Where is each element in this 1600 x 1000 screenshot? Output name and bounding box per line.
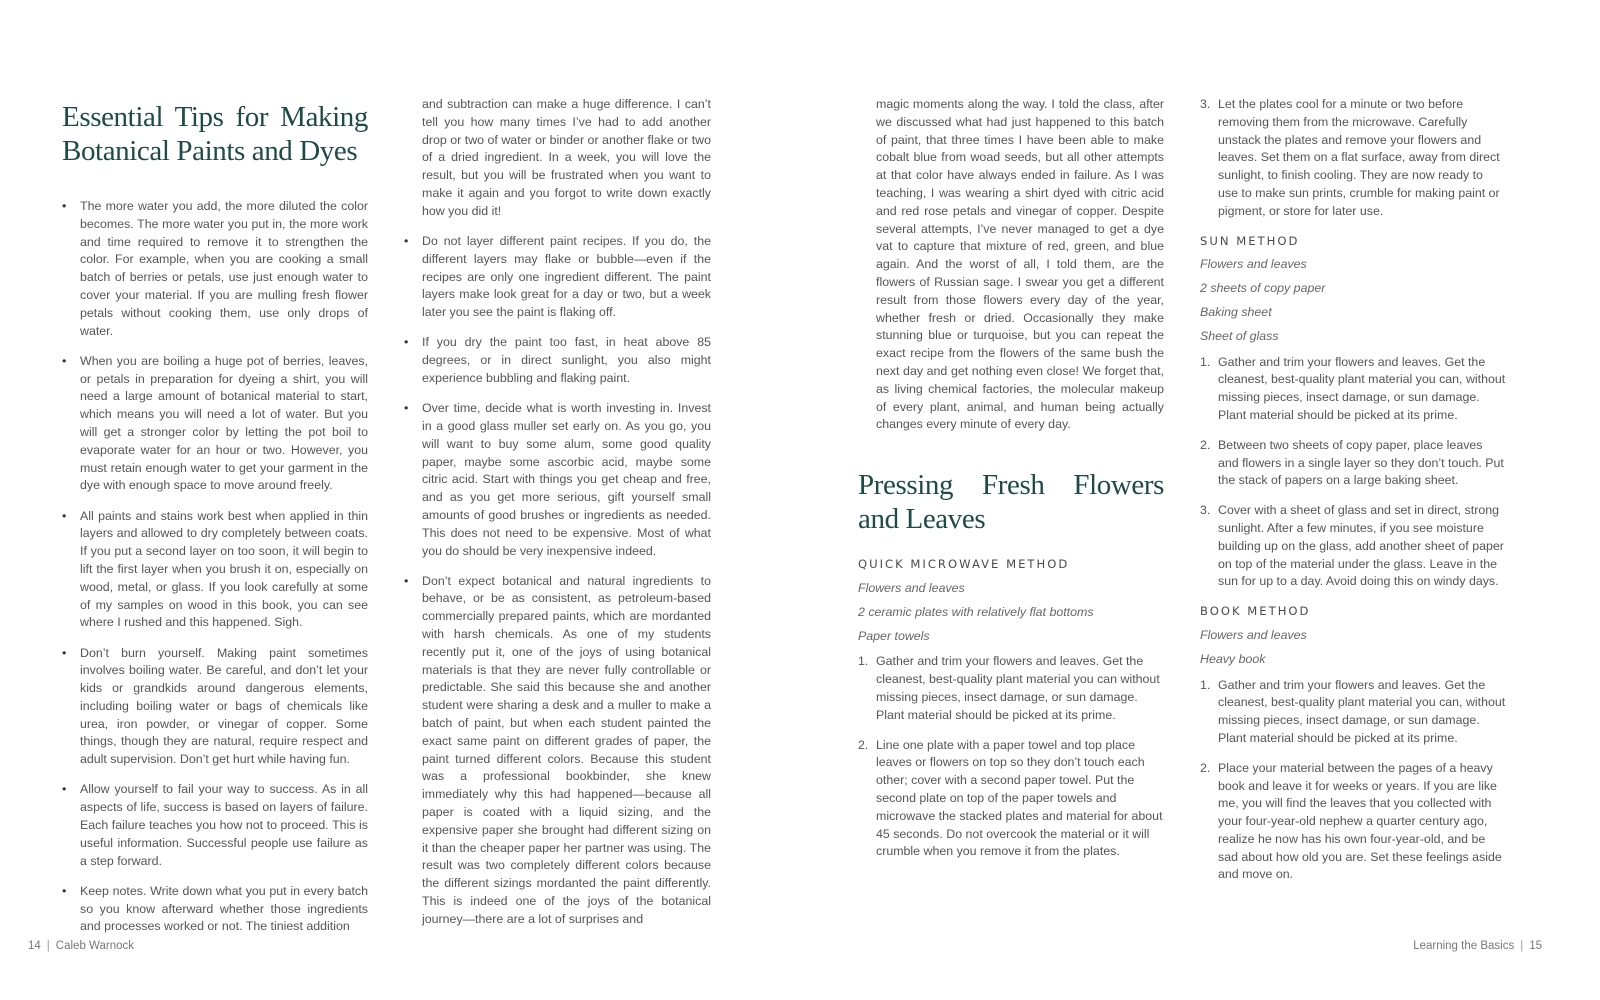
step-item: 3. Let the plates cool for a minute or two before removing them from the microwave. Carefully unstack the plates and remove your flowers and leaves. Set them on a flat surface, away from direct sunlight, to finish cooling. They are now ready to use to make sun prints, crumble for making paint or pigment, or store for later use. <box>1200 97 1500 218</box>
tip-item: • Keep notes. Write down what you put in every batch so you know afterward whether those ingredients and processes worked or not. The tiniest addition <box>62 883 368 934</box>
tip-item: • Don’t expect botanical and natural ingredients to behave, or be as consistent, as petroleum-based commercially prepared paints, which are mordanted with harsh chemicals. As one of my students recently put it, one of the joys of using botanical materials is that they are never fully controllable or predictable. She said this because she and another student were sharing a desk and a muller to make a batch of paint, but when each student painted the exact same paint on different grades of paper, the paint turned different colors. Because this student was a professional bookbinder, she knew immediately why this had happened—because all paper is coated with a liquid sizing, and the expensive paper she brought had different sizing on it than the cheaper paper her partner was using. The result was two completely different colors because the different sizings mordanted the paint differently. This is indeed one of the joys of the botanical journey—there are a lot of surprises and <box>404 573 711 926</box>
tip-continuation: magic moments along the way. I told the class, after we discussed what had just happened to this batch of paint, that three times I have been able to make cobalt blue from woad seeds, but all other attempts at that color have always ended in failure. As I was teaching, I was wearing a shirt dyed with citric acid and red rose petals and vinegar of copper. Despite several attempts, I’ve never managed to get a dye vat to capture that mixture of red, green, and blue again. And the worst of all, I told them, are the flowers of Russian sage. I swear you get a different result from those flowers every day of the year, whether fresh or dried. Occasionally they make stunning blue or turquoise, but you can repeat the exact recipe from the flowers of the same bush the next day and get nothing even close! We forget that, as living chemical factories, the molecular makeup of every plant, animal, and human being actually changes every minute of every day. <box>876 97 1164 432</box>
sun-method <box>1200 233 1506 592</box>
right-page-column-2 <box>1200 96 1506 896</box>
bullet-icon: • <box>404 335 409 350</box>
material-item: Heavy book <box>1200 651 1266 666</box>
step-number: 3. <box>1200 503 1211 518</box>
tips-list <box>62 198 368 936</box>
step-item: 1. Gather and trim your flowers and leaves. Get the cleanest, best-quality plant material you can without missing pieces, insect damage, or sun damage. Plant material should be picked at its prime. <box>858 654 1160 722</box>
book-method <box>1200 603 1506 884</box>
left-page-column-2 <box>404 96 711 941</box>
step-item: 3. Cover with a sheet of glass and set in direct, strong sunlight. After a few minutes, if you see moisture building up on the glass, add another sheet of paper on top of the material under the glass. Leave in the sun for up to a day. Avoid doing this on windy days. <box>1200 503 1504 589</box>
bullet-icon: • <box>404 233 409 248</box>
step-number: 3. <box>1200 97 1211 111</box>
footer-separator: | <box>46 940 50 952</box>
method-heading: QUICK MICROWAVE METHOD <box>858 557 1070 572</box>
method-heading: BOOK METHOD <box>1200 604 1311 619</box>
right-page <box>800 0 1600 1000</box>
left-page-column-1 <box>62 96 368 949</box>
method-heading: SUN METHOD <box>1200 233 1300 248</box>
material-item: Baking sheet <box>1200 304 1272 319</box>
bullet-icon: • <box>404 573 409 588</box>
microwave-method <box>858 556 1164 861</box>
page-number: 14 <box>28 940 41 952</box>
section-title-pressing-flowers: Pressing Fresh Flowers and Leaves <box>858 469 1164 536</box>
tip-item: • The more water you add, the more diluted the color becomes. The more water you put in, the more work and time required to remove it to strengthen the color. For example, when you are cooking a small batch of berries or petals, use just enough water to cover your material. If you are mulling fresh flower petals without cooking them, use only drops of water. <box>62 199 368 338</box>
material-item: Flowers and leaves <box>1200 257 1307 272</box>
tip-item: • Do not layer different paint recipes. If you do, the different layers may flake or bubble—even if the recipes are only one ingredient different. The paint layers make look great for a day or two, but a week later you see the paint is flaking off. <box>404 233 711 320</box>
tip-item: • When you are boiling a huge pot of berries, leaves, or petals in preparation for dyeing a shirt, you will need a large amount of botanical material to start, which means you will need a lot of water. But you will get a stronger color by letting the pot boil to evaporate water for an hour or two. However, you must retain enough water to get your garment in the dye with enough space to move around freely. <box>62 353 368 493</box>
bullet-icon: • <box>404 401 409 416</box>
bullet-icon: • <box>62 645 67 660</box>
tip-item: • If you dry the paint too fast, in heat above 85 degrees, or in direct sunlight, you also might experience bubbling and flaking paint. <box>404 335 711 385</box>
step-number: 1. <box>858 654 869 669</box>
bullet-icon: • <box>62 353 67 368</box>
bullet-icon: • <box>62 199 67 213</box>
steps-list <box>1200 354 1506 592</box>
left-page-footer <box>28 940 134 952</box>
bullet-icon: • <box>62 508 67 523</box>
material-item: 2 ceramic plates with relatively flat bottoms <box>858 604 1094 619</box>
steps-list-continued <box>1200 96 1506 221</box>
tip-item: • Allow yourself to fail your way to success. As in all aspects of life, success is based on layers of failure. Each failure teaches you how not to proceed. This is useful information. Successful people use failure as a step forward. <box>62 782 368 868</box>
step-number: 2. <box>1200 437 1211 452</box>
tip-item: • All paints and stains work best when applied in thin layers and allowed to dry completely between coats. If you put a second layer on too soon, it will begin to lift the first layer when you brush it on, especially on wood, metal, or glass. If you look carefully at some of my samples on wood in this book, you can see where I rushed and this happened. Sigh. <box>62 508 368 630</box>
page-number: 15 <box>1529 940 1542 952</box>
step-item: 2. Between two sheets of copy paper, place leaves and flowers in a single layer so they don’t touch. Put the stack of papers on a large baking sheet. <box>1200 437 1504 488</box>
right-page-column-1 <box>858 96 1164 873</box>
section-title-essential-tips: Essential Tips for Making Botanical Paints and Dyes <box>62 101 368 167</box>
step-number: 1. <box>1200 677 1211 692</box>
step-number: 1. <box>1200 354 1211 369</box>
bullet-icon: • <box>62 782 67 797</box>
steps-list <box>1200 677 1506 885</box>
tip-item: • Over time, decide what is worth investing in. Invest in a good glass muller set early on. As you go, you will want to buy some alum, some good quality paper, maybe some ascorbic acid, maybe some citric acid. Start with things you get cheap and free, and as you get more serious, gift yourself small amounts of good brushes or ingredients as needed. This does not need to be expensive. Most of what you do should be very inexpensive indeed. <box>404 401 711 558</box>
step-item: 1. Gather and trim your flowers and leaves. Get the cleanest, best-quality plant material you can, without missing pieces, insect damage, or sun damage. Plant material should be picked at its prime. <box>1200 354 1506 422</box>
footer-separator: | <box>1520 940 1524 952</box>
section-name: Learning the Basics <box>1413 940 1515 952</box>
tip-continuation: and subtraction can make a huge difference. I can’t tell you how many times I’ve had to add another drop or two of water or binder or another flake or two of a dried ingredient. In a week, you will love the result, but you will be frustrated when you want to make it again and you forgot to write down exactly how you did it! <box>422 97 711 218</box>
step-item: 2. Line one plate with a paper towel and top place leaves or flowers on top so they don’t touch each other; cover with a second paper towel. Put the second plate on top of the paper towels and microwave the stacked plates and material for about 45 seconds. Do not overcook the material or it will crumble when you remove it from the plates. <box>858 737 1163 859</box>
tip-item: • Don’t burn yourself. Making paint sometimes involves boiling water. Be careful, and don’t let your kids or grandkids around dangerous elements, including boiling water or bags of chemicals like urea, iron powder, or vinegar of copper. Some things, though they are natural, require respect and adult supervision. Don’t get hurt while having fun. <box>62 645 368 767</box>
step-item: 1. Gather and trim your flowers and leaves. Get the cleanest, best-quality plant material you can, without missing pieces, insect damage, or sun damage. Plant material should be picked at its prime. <box>1200 677 1506 745</box>
author-name: Caleb Warnock <box>55 940 134 952</box>
material-item: Flowers and leaves <box>1200 627 1307 642</box>
material-item: Paper towels <box>858 628 930 643</box>
material-item: 2 sheets of copy paper <box>1200 281 1326 296</box>
bullet-icon: • <box>62 883 67 898</box>
right-page-footer <box>1413 940 1542 952</box>
step-item: 2. Place your material between the pages of a heavy book and leave it for weeks or years. If you are like me, you will find the leaves that you collected with your four-year-old nephew a quarter century ago, realize he now has his own four-year-old, and be sad about how old you are. Set these feelings aside and move on. <box>1200 760 1502 882</box>
step-number: 2. <box>1200 760 1211 775</box>
steps-list <box>858 653 1164 861</box>
material-item: Flowers and leaves <box>858 580 965 595</box>
tips-list-continued <box>404 233 711 929</box>
material-item: Sheet of glass <box>1200 328 1279 343</box>
step-number: 2. <box>858 737 869 752</box>
